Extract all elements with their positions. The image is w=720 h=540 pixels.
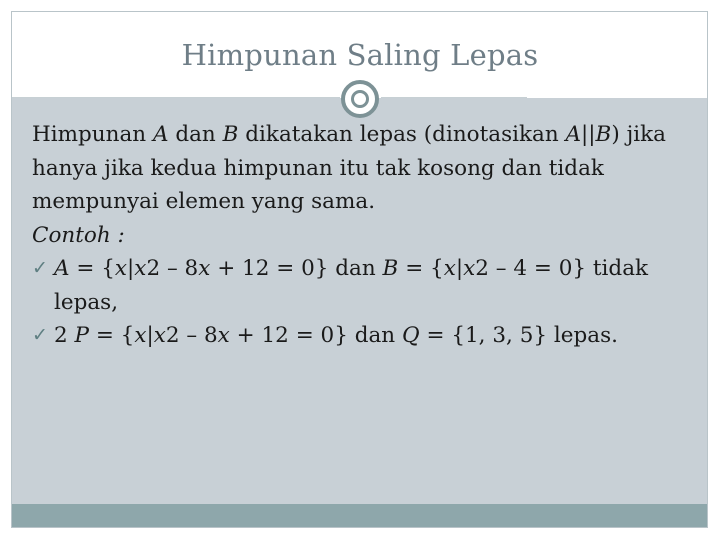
checkmark-icon: ✓ bbox=[32, 324, 48, 346]
disjoint-operator: || bbox=[581, 122, 596, 147]
set-a-notation: A bbox=[565, 122, 582, 147]
example-text: | bbox=[127, 256, 135, 281]
slide-content bbox=[32, 118, 692, 353]
definition-text-2: dan bbox=[168, 122, 223, 147]
circle-ornament-inner bbox=[351, 90, 369, 108]
example-var: x bbox=[134, 323, 147, 348]
slide-title: Himpunan Saling Lepas bbox=[181, 38, 539, 72]
example-text: = {1, 3, 5} lepas. bbox=[419, 323, 618, 348]
example-var: Q bbox=[402, 323, 420, 348]
set-b-symbol: B bbox=[222, 122, 239, 147]
checkmark-icon: ✓ bbox=[32, 257, 48, 279]
example-text: + 12 = 0} dan bbox=[229, 323, 402, 348]
definition-paragraph bbox=[32, 118, 692, 219]
example-text: + 12 = 0} dan bbox=[210, 256, 383, 281]
example-text: 2 – 8 bbox=[146, 256, 199, 281]
example-var: B bbox=[382, 256, 399, 281]
example-var: x bbox=[134, 256, 147, 281]
example-var: P bbox=[74, 323, 89, 348]
example-text: | bbox=[146, 323, 154, 348]
example-var: x bbox=[153, 323, 166, 348]
example-var: x bbox=[443, 256, 456, 281]
set-a-symbol: A bbox=[152, 122, 169, 147]
example-var: x bbox=[114, 256, 128, 281]
circle-ornament-icon bbox=[341, 80, 379, 118]
example-text: 2 – 4 = 0} tidak lepas, bbox=[54, 256, 649, 315]
example-text: 2 bbox=[54, 323, 75, 348]
example-text: = { bbox=[88, 323, 135, 348]
definition-text-1: Himpunan bbox=[32, 122, 153, 147]
example-var: x bbox=[217, 323, 230, 348]
bottom-band bbox=[12, 504, 707, 527]
example-var: x bbox=[198, 256, 211, 281]
example-item bbox=[32, 319, 692, 353]
example-item bbox=[32, 252, 692, 319]
example-text: 2 – 8 bbox=[165, 323, 218, 348]
definition-text-3: dikatakan lepas (dinotasikan bbox=[238, 122, 566, 147]
definition-text-4: ) jika hanya jika kedua himpunan itu tak kosong dan tidak mempunyai elemen yang sama. bbox=[32, 122, 666, 214]
example-var: A bbox=[54, 256, 70, 281]
example-var: x bbox=[463, 256, 476, 281]
example-text: = { bbox=[69, 256, 115, 281]
example-text: | bbox=[455, 256, 464, 281]
example-text: = { bbox=[398, 256, 444, 281]
set-b-notation: B bbox=[595, 122, 612, 147]
example-heading: Contoh : bbox=[32, 222, 125, 248]
